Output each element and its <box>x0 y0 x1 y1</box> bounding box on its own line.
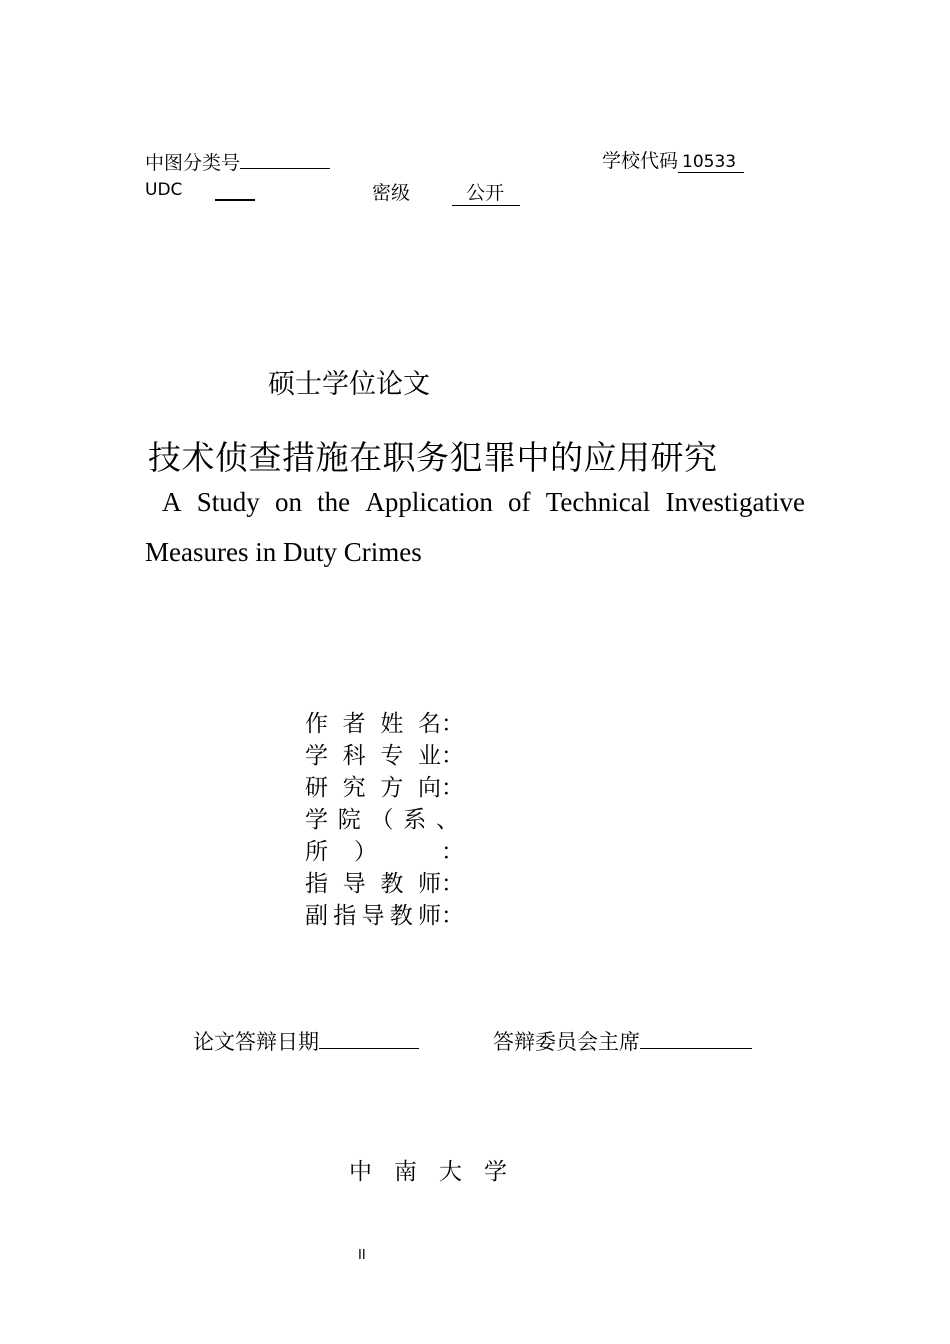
colon: ： <box>441 743 464 769</box>
defense-date-label: 论文答辩日期 <box>193 1030 319 1054</box>
school-code-label: 学校代码 <box>602 150 679 172</box>
thesis-title-english-line1 <box>162 487 805 518</box>
degree-type-heading: 硕士学位论文 <box>268 369 430 400</box>
major-label: 学科专业 <box>305 743 441 769</box>
udc-label: UDC <box>145 180 183 200</box>
title-word: Investigative <box>665 487 805 517</box>
field-college-line2 <box>305 833 464 866</box>
author-label: 作者姓名 <box>305 711 441 737</box>
title-word: on <box>274 487 302 517</box>
research-direction-label: 研究方向 <box>305 775 441 801</box>
university-name: 中南大学 <box>349 1159 529 1185</box>
school-code-row <box>602 146 744 173</box>
colon: ： <box>441 903 464 929</box>
thesis-title-english-line2: Measures in Duty Crimes <box>145 537 422 567</box>
secret-level-label: 密级 <box>372 182 411 204</box>
udc-blank <box>215 199 255 201</box>
title-word: of <box>508 487 531 517</box>
title-word: A <box>162 487 182 517</box>
field-co-advisor <box>305 897 464 930</box>
classification-number-label: 中图分类号 <box>145 152 241 174</box>
colon: ： <box>441 839 464 865</box>
classification-number-blank <box>240 146 330 169</box>
colon: ： <box>441 711 464 737</box>
committee-chair-label: 答辩委员会主席 <box>493 1030 640 1054</box>
field-author <box>305 705 464 738</box>
secret-level-row <box>372 178 520 206</box>
field-college-line1 <box>305 801 459 834</box>
classification-number-row <box>145 146 330 175</box>
thesis-title-chinese: 技术侦查措施在职务犯罪中的应用研究 <box>148 438 718 477</box>
college-label-line2: 所） <box>305 839 377 865</box>
title-word: the <box>317 487 351 517</box>
field-major <box>305 737 464 770</box>
title-word: Study <box>196 487 260 517</box>
advisor-label: 指导教师 <box>305 871 441 897</box>
committee-chair-row <box>493 1026 752 1056</box>
committee-chair-blank <box>640 1026 752 1049</box>
college-label-line1: 学院（系、 <box>305 807 459 833</box>
field-research-direction <box>305 769 464 802</box>
co-advisor-label: 副指导教师 <box>305 903 441 929</box>
colon: ： <box>441 871 464 897</box>
defense-date-row <box>193 1026 419 1056</box>
defense-date-blank <box>319 1026 419 1049</box>
page-number: II <box>358 1248 366 1263</box>
field-advisor <box>305 865 464 898</box>
title-word: Technical <box>545 487 651 517</box>
title-word: Application <box>365 487 493 517</box>
school-code-value: 10533 <box>678 152 744 173</box>
colon: ： <box>441 775 464 801</box>
secret-level-value: 公开 <box>452 178 520 206</box>
